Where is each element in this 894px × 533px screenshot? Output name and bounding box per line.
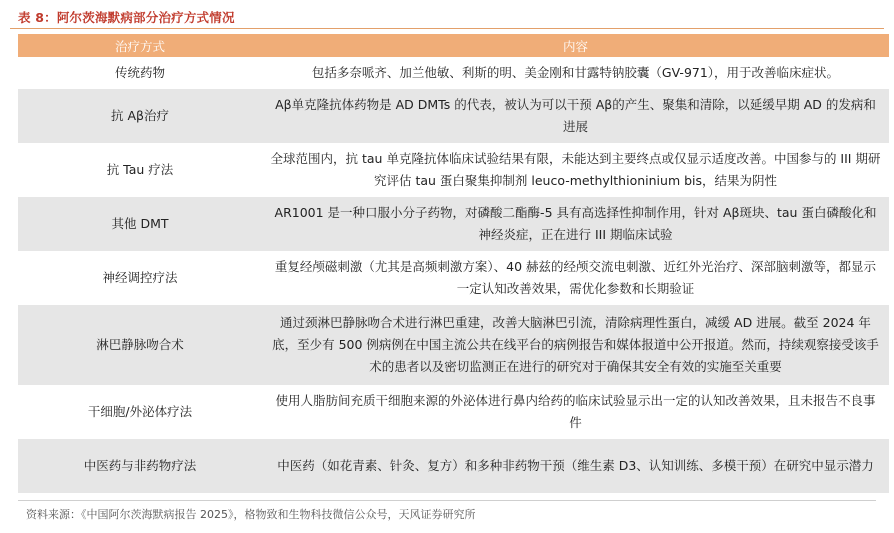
row-content: 全球范围内，抗 tau 单克隆抗体临床试验结果有限，未能达到主要终点或仅显示适度改善。中国参与的 III 期研究评估 tau 蛋白聚集抑制剂 leuco-methylthioninium bis，结果为阴性 bbox=[262, 143, 889, 197]
row-content: Aβ单克隆抗体药物是 AD DMTs 的代表，被认为可以干预 Aβ的产生、聚集和清除，以延缓早期 AD 的发病和进展 bbox=[262, 89, 889, 143]
title-divider bbox=[10, 28, 884, 29]
treatment-table bbox=[18, 34, 889, 493]
table-row bbox=[18, 305, 889, 385]
row-method: 抗 Tau 疗法 bbox=[18, 143, 262, 197]
table-row bbox=[18, 57, 889, 89]
header-method: 治疗方式 bbox=[18, 34, 262, 57]
row-content: 通过颈淋巴静脉吻合术进行淋巴重建，改善大脑淋巴引流，清除病理性蛋白，减缓 AD 进展。截至 2024 年底，至少有 500 例病例在中国主流公共在线平台的病例报告和媒体报道中公开报道。然而，持续观察接受该手术的患者以及密切监测正在进行的研究对于确保其安全有效的实施至关重要 bbox=[262, 305, 889, 385]
row-content: AR1001 是一种口服小分子药物，对磷酸二酯酶-5 具有高选择性抑制作用，针对 Aβ斑块、tau 蛋白磷酸化和神经炎症，正在进行 III 期临床试验 bbox=[262, 197, 889, 251]
row-method: 其他 DMT bbox=[18, 197, 262, 251]
header-content: 内容 bbox=[262, 34, 889, 57]
table-row bbox=[18, 251, 889, 305]
table-row bbox=[18, 143, 889, 197]
row-content: 中医药（如花青素、针灸、复方）和多种非药物干预（维生素 D3、认知训练、多模干预）在研究中显示潜力 bbox=[262, 439, 889, 493]
row-method: 淋巴静脉吻合术 bbox=[18, 305, 262, 385]
row-method: 传统药物 bbox=[18, 57, 262, 89]
row-content: 包括多奈哌齐、加兰他敏、利斯的明、美金刚和甘露特钠胶囊（GV-971），用于改善临床症状。 bbox=[262, 57, 889, 89]
table-row bbox=[18, 439, 889, 493]
row-content: 使用人脂肪间充质干细胞来源的外泌体进行鼻内给药的临床试验显示出一定的认知改善效果，且未报告不良事件 bbox=[262, 385, 889, 439]
table-title: 表 8：阿尔茨海默病部分治疗方式情况 bbox=[18, 10, 235, 25]
table-header-row bbox=[18, 34, 889, 57]
source-note: 资料来源：《中国阿尔茨海默病报告 2025》，格物致和生物科技微信公众号，天风证券研究所 bbox=[26, 508, 476, 521]
row-content: 重复经颅磁刺激（尤其是高频刺激方案）、40 赫兹的经颅交流电刺激、近红外光治疗、深部脑刺激等，都显示一定认知改善效果，需优化参数和长期验证 bbox=[262, 251, 889, 305]
table-row bbox=[18, 89, 889, 143]
table-row bbox=[18, 385, 889, 439]
row-method: 干细胞/外泌体疗法 bbox=[18, 385, 262, 439]
row-method: 抗 Aβ治疗 bbox=[18, 89, 262, 143]
row-method: 神经调控疗法 bbox=[18, 251, 262, 305]
row-method: 中医药与非药物疗法 bbox=[18, 439, 262, 493]
table-row bbox=[18, 197, 889, 251]
table-bottom-divider bbox=[18, 500, 876, 501]
